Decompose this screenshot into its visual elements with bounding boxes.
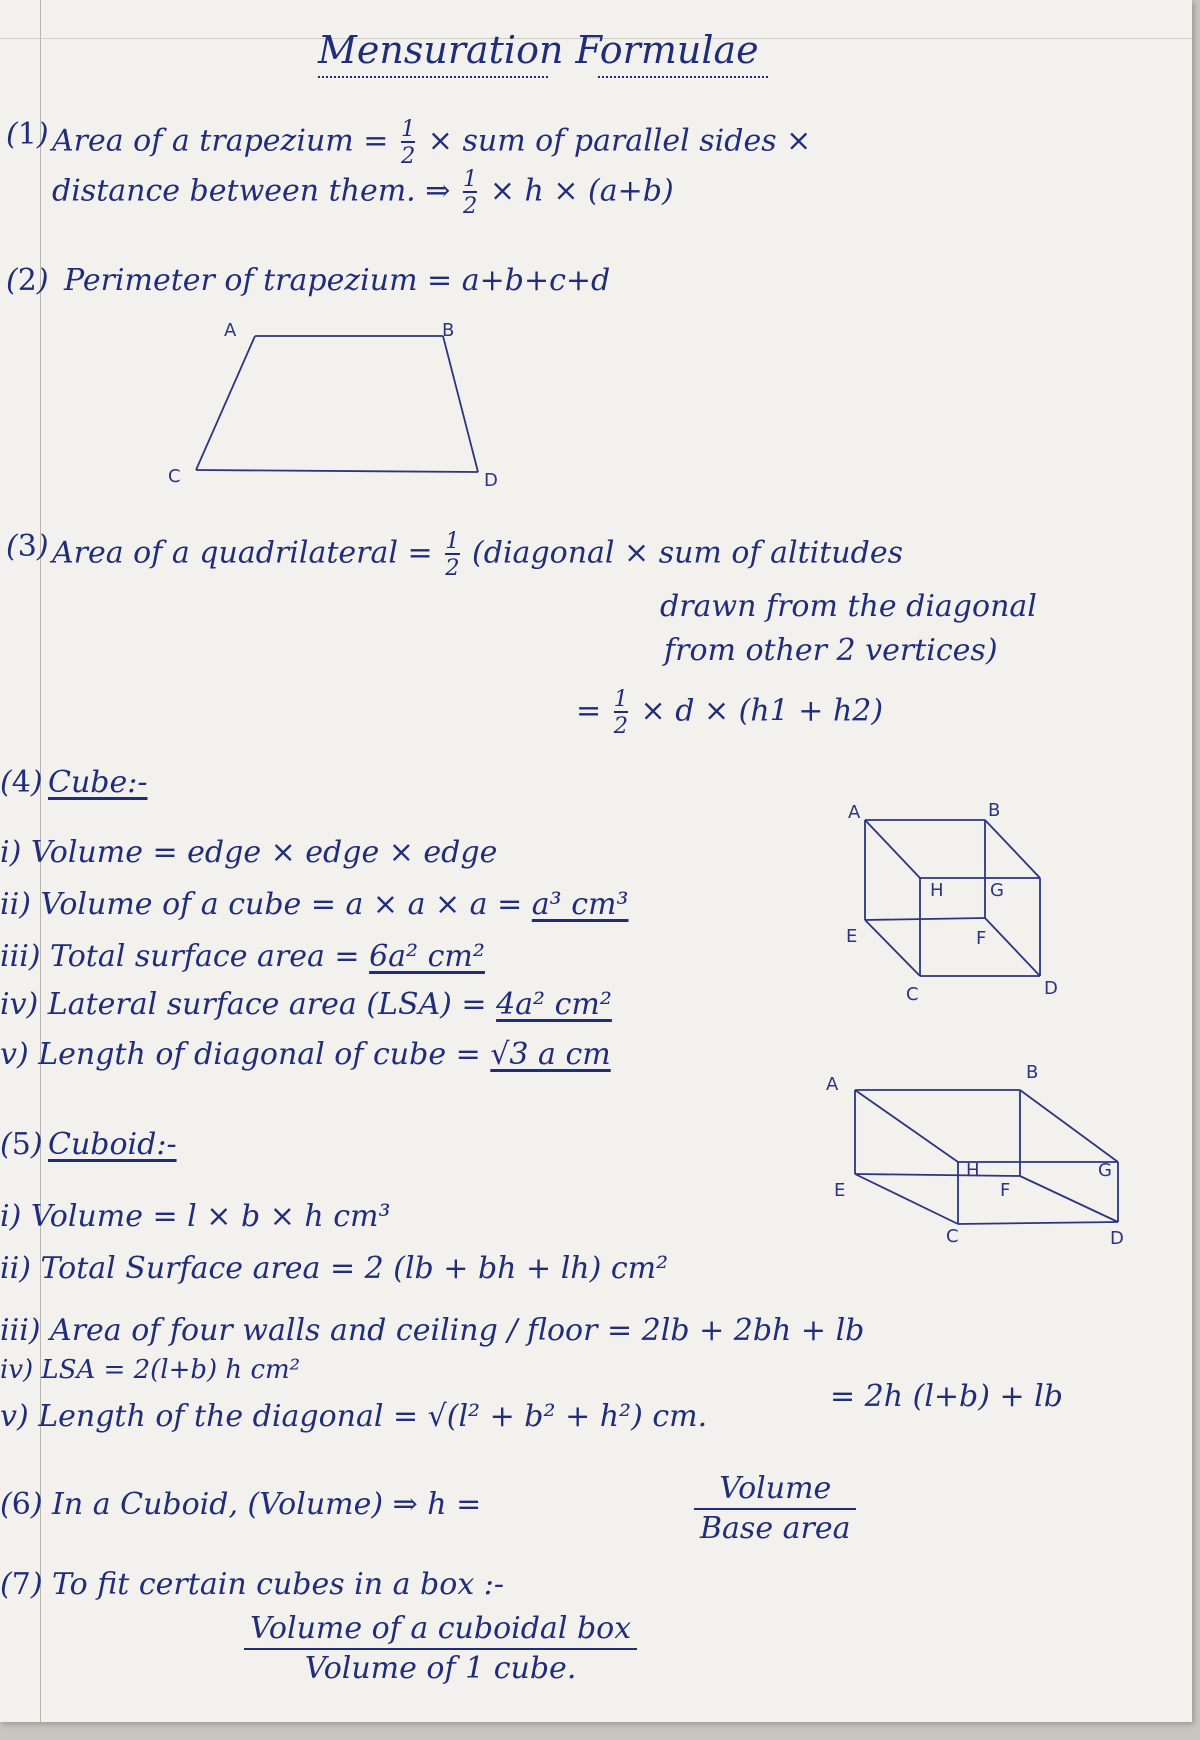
section-number-6: (6) xyxy=(0,1487,43,1522)
section-number-2: (2) xyxy=(6,263,49,298)
trapezium-area-text-2: distance between them. xyxy=(52,173,416,209)
vertex-label-a: A xyxy=(224,320,237,341)
cuboid-area-alt: = 2h (l+b) + lb xyxy=(830,1379,1063,1414)
section-number-5: (5) xyxy=(0,1127,43,1162)
cuboid-label-c: C xyxy=(946,1226,959,1247)
cube-label-f: F xyxy=(976,928,987,949)
cuboid-label-f: F xyxy=(1000,1180,1011,1201)
trapezium-area-text-b: × sum of parallel sides × xyxy=(418,123,812,159)
quadrilateral-area-formula: × d × (h1 + h2) xyxy=(631,693,884,729)
quadrilateral-area-text: Area of a quadrilateral = xyxy=(52,535,443,571)
cuboid-item-3: iii) Area of four walls and ceiling / floor = 2lb + 2bh + lb xyxy=(0,1313,865,1348)
cuboid-label-a: A xyxy=(826,1074,839,1095)
cube-label-b: B xyxy=(988,800,1001,821)
section-number-4: (4) xyxy=(0,765,43,800)
cube-item-4: iv) Lateral surface area (LSA) = 4a² cm² xyxy=(0,987,612,1022)
cuboid-label-d: D xyxy=(1110,1228,1124,1249)
cuboid-label-b: B xyxy=(1026,1062,1039,1083)
cube-label-h: H xyxy=(930,880,944,901)
section-number-3: (3) xyxy=(6,529,49,564)
quadrilateral-area-text-b: (diagonal × sum of altitudes xyxy=(462,535,903,571)
vertex-label-c: C xyxy=(168,466,181,487)
cuboid-item-4: iv) LSA = 2(l+b) h cm² xyxy=(0,1355,301,1385)
cube-item-3: iii) Total surface area = 6a² cm² xyxy=(0,939,485,974)
cuboid-label-g: G xyxy=(1098,1160,1112,1181)
half-fraction-4: $\frac{1}{2}$ xyxy=(613,686,629,739)
cuboid-item-1: i) Volume = l × b × h cm³ xyxy=(0,1199,391,1234)
fit-cubes-fraction xyxy=(244,1610,637,1687)
fit-cubes-denominator: Volume of 1 cube. xyxy=(244,1648,637,1688)
cube-item-5: v) Length of diagonal of cube = √3 a cm xyxy=(0,1037,611,1072)
implies-arrow: ⇒ xyxy=(415,173,460,209)
page-title: Mensuration Formulae xyxy=(318,28,759,72)
cube-item-1: i) Volume = edge × edge × edge xyxy=(0,835,498,870)
cuboid-heading: Cuboid:- xyxy=(48,1127,177,1162)
cuboid-label-h: H xyxy=(966,1160,980,1181)
cube-label-c: C xyxy=(906,984,919,1005)
trapezium-area-text: Area of a trapezium = xyxy=(52,123,398,159)
cuboid-item-2: ii) Total Surface area = 2 (lb + bh + lh) cm² xyxy=(0,1251,669,1286)
quadrilateral-area-line-2: drawn from the diagonal xyxy=(660,589,1037,624)
section-number-1: (1) xyxy=(6,117,49,152)
trapezium-area-formula: × h × (a+b) xyxy=(480,173,674,209)
half-fraction-2: $\frac{1}{2}$ xyxy=(462,166,478,219)
vertex-label-b: B xyxy=(442,320,455,341)
half-fraction-3: $\frac{1}{2}$ xyxy=(445,528,460,581)
cuboid-item-5: v) Length of the diagonal = √(l² + b² + h²) cm. xyxy=(0,1399,708,1434)
cuboid-label-e: E xyxy=(834,1180,846,1201)
height-fraction-numerator: Volume xyxy=(719,1471,832,1506)
height-fraction xyxy=(694,1470,856,1547)
half-fraction: $\frac{1}{2}$ xyxy=(400,116,416,169)
cuboid-height-text: In a Cuboid, (Volume) ⇒ h = xyxy=(52,1487,482,1522)
fit-cubes-text: To fit certain cubes in a box :- xyxy=(52,1567,505,1602)
height-fraction-denominator: Base area xyxy=(694,1508,856,1548)
cube-label-e: E xyxy=(846,926,858,947)
cube-label-g: G xyxy=(990,880,1004,901)
cube-item-2: ii) Volume of a cube = a × a × a = a³ cm³ xyxy=(0,887,629,922)
cube-label-a: A xyxy=(848,802,861,823)
quadrilateral-area-formula-line: = $\frac{1}{2}$ × d × (h1 + h2) xyxy=(576,686,884,739)
section-number-7: (7) xyxy=(0,1567,43,1602)
vertex-label-d: D xyxy=(484,470,498,491)
quadrilateral-area-line-3: from other 2 vertices) xyxy=(664,633,998,668)
fit-cubes-numerator: Volume of a cuboidal box xyxy=(250,1611,632,1646)
perimeter-trapezium-text: Perimeter of trapezium = a+b+c+d xyxy=(64,263,611,298)
cube-heading: Cube:- xyxy=(48,765,148,800)
cube-label-d: D xyxy=(1044,978,1058,999)
